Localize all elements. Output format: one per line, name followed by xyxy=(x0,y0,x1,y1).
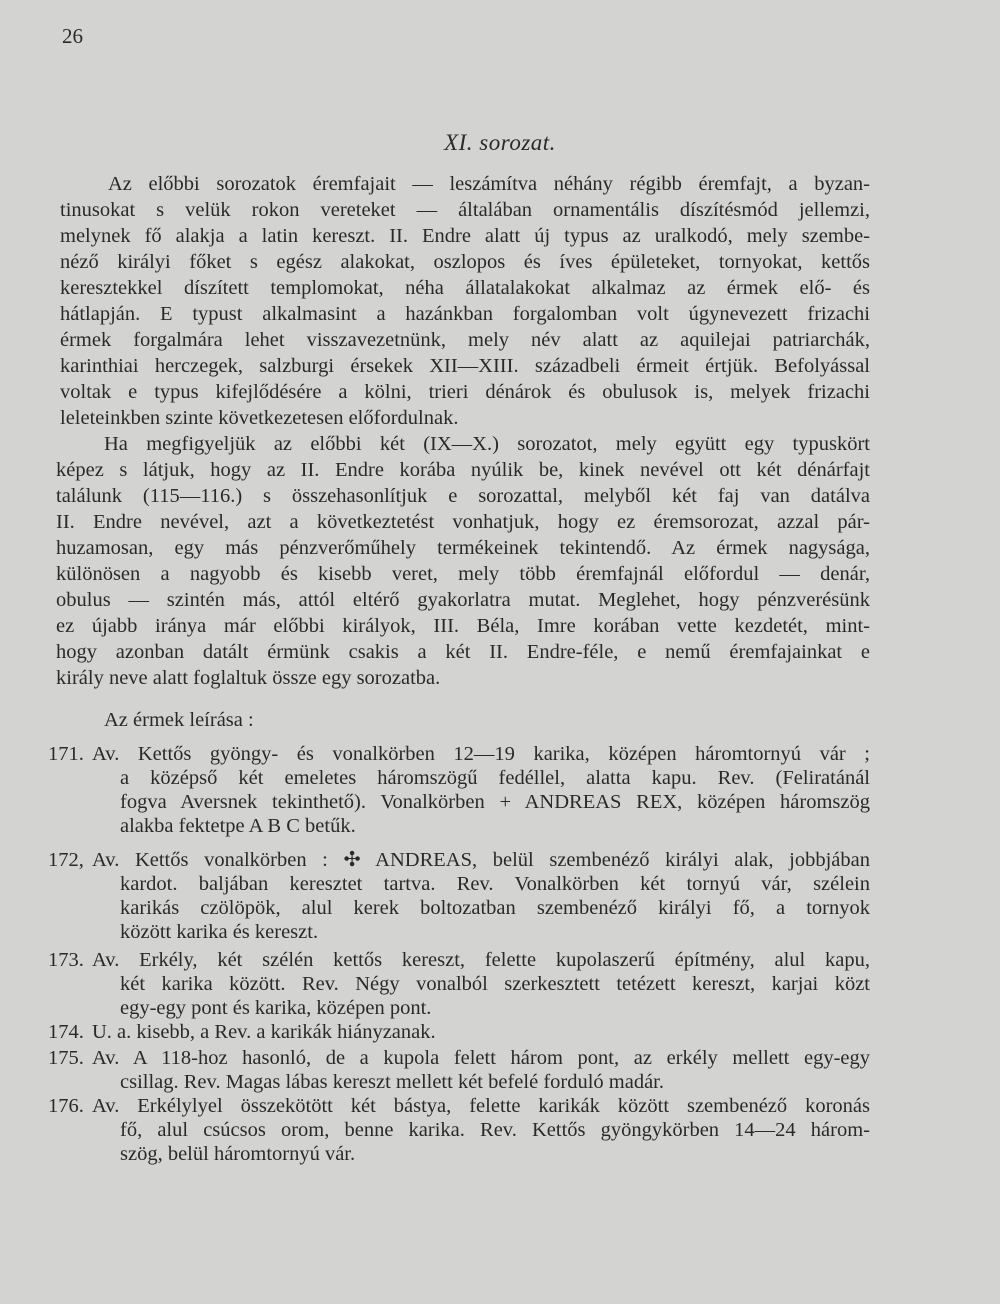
paragraph-line: voltak e typus kifejlődésére a kölni, trieri dénárok és obulusok is, melyek frizachi xyxy=(60,381,870,403)
entry-line: csillag. Rev. Magas lábas kereszt mellett két befelé forduló madár. xyxy=(120,1071,665,1093)
entry-line: a középső két emeletes háromszögű fedéllel, alatta kapu. Rev. (Feliratánál xyxy=(120,767,870,789)
section-label: Az érmek leírása : xyxy=(104,709,254,731)
entry-line: szög, belül háromtornyú vár. xyxy=(120,1143,356,1165)
entry-line: fogva Aversnek tekinthető). Vonalkörben + ANDREAS REX, középen háromszög xyxy=(120,791,870,813)
paragraph-line: Ha megfigyeljük az előbbi két (IX—X.) sorozatot, mely együtt egy typuskört xyxy=(104,433,870,455)
entry-line: Av. A 118-hoz hasonló, de a kupola felett három pont, az erkély mellett egy-egy xyxy=(92,1047,870,1069)
entry-line: Av. Erkély, két szélén kettős kereszt, felette kupolaszerű építmény, alul kapu, xyxy=(92,949,870,971)
entry-number: 172, xyxy=(48,849,84,871)
paragraph-line: néző királyi főket s egész alakokat, oszlopos és íves épületeket, tornyokat, kettős xyxy=(60,251,870,273)
paragraph-line: király neve alatt foglaltuk össze egy sorozatba. xyxy=(56,667,441,689)
paragraph-line: hogy azonban datált érmünk csakis a két II. Endre-féle, e nemű éremfajainkat e xyxy=(56,641,870,663)
entry-line: között karika és kereszt. xyxy=(120,921,319,943)
paragraph-line: hátlapján. E typust alkalmasint a hazánkban forgalomban volt úgynevezett frizachi xyxy=(60,303,870,325)
entry-number: 174. xyxy=(48,1021,84,1043)
entry-line: egy-egy pont és karika, középen pont. xyxy=(120,997,432,1019)
paragraph-line: keresztekkel díszített templomokat, néha állatalakokat alkalmaz az érmek elő- és xyxy=(60,277,870,299)
entry-line: Av. Erkélylyel összekötött két bástya, felette karikák között szembenéző koronás xyxy=(92,1095,870,1117)
entry-number: 175. xyxy=(48,1047,84,1069)
paragraph-line: Az előbbi sorozatok éremfajait — leszámítva néhány régibb éremfajt, a byzan- xyxy=(108,173,870,195)
paragraph-line: huzamosan, egy más pénzverőműhely termékeinek tekintendő. Az érmek nagysága, xyxy=(56,537,870,559)
entry-number: 176. xyxy=(48,1095,84,1117)
page-number: 26 xyxy=(62,24,83,48)
entry-number: 173. xyxy=(48,949,84,971)
entry-line: U. a. kisebb, a Rev. a karikák hiányzanak. xyxy=(92,1021,436,1043)
paragraph-line: tinusokat s velük rokon vereteket — általában ornamentális díszítésmód jellemzi, xyxy=(60,199,870,221)
paragraph-line: obulus — szintén más, attól eltérő gyakorlatra mutat. Meglehet, hogy pénzverésünk xyxy=(56,589,870,611)
entry-line: alakba fektetpe A B C betűk. xyxy=(120,815,356,837)
paragraph-line: képez s látjuk, hogy az II. Endre korába nyúlik be, kinek nevével ott két dénárfajt xyxy=(56,459,870,481)
paragraph-line: különösen a nagyobb és kisebb veret, mely több éremfajnál előfordul — denár, xyxy=(56,563,870,585)
entry-line: két karika között. Rev. Négy vonalból szerkesztett tetézett kereszt, karjai közt xyxy=(120,973,870,995)
paragraph-line: leleteinkben szinte következetesen előfordulnak. xyxy=(60,407,459,429)
paragraph-line: II. Endre nevével, azt a következtetést vonhatjuk, hogy ez éremsorozat, azzal pár- xyxy=(56,511,870,533)
paragraph-line: melynek fő alakja a latin kereszt. II. Endre alatt új typus az uralkodó, mely szembe- xyxy=(60,225,870,247)
section-heading: XI. sorozat. xyxy=(444,130,556,155)
paragraph-line: ez újabb iránya már előbbi királyok, III. Béla, Imre korában vette kezdetét, mint- xyxy=(56,615,870,637)
entry-line: fő, alul csúcsos orom, benne karika. Rev. Kettős gyöngykörben 14—24 három- xyxy=(120,1119,870,1141)
entry-line: Av. Kettős vonalkörben : ✣ ANDREAS, belül szembenéző királyi alak, jobbjában xyxy=(92,849,870,871)
entry-line: Av. Kettős gyöngy- és vonalkörben 12—19 karika, középen háromtornyú vár ; xyxy=(92,743,870,765)
paragraph-line: érmek forgalmára lehet visszavezetnünk, mely név alatt az aquilejai patriarchák, xyxy=(60,329,870,351)
paragraph-line: karinthiai herczegek, salzburgi érsekek XII—XIII. századbeli érmeit értjük. Befolyással xyxy=(60,355,870,377)
entry-number: 171. xyxy=(48,743,84,765)
entry-line: karikás czölöpök, alul kerek boltozatban szembenéző királyi fő, a tornyok xyxy=(120,897,870,919)
entry-line: kardot. baljában keresztet tartva. Rev. Vonalkörben két tornyú vár, szélein xyxy=(120,873,870,895)
paragraph-line: találunk (115—116.) s összehasonlítjuk e sorozattal, melyből két faj van datálva xyxy=(56,485,870,507)
